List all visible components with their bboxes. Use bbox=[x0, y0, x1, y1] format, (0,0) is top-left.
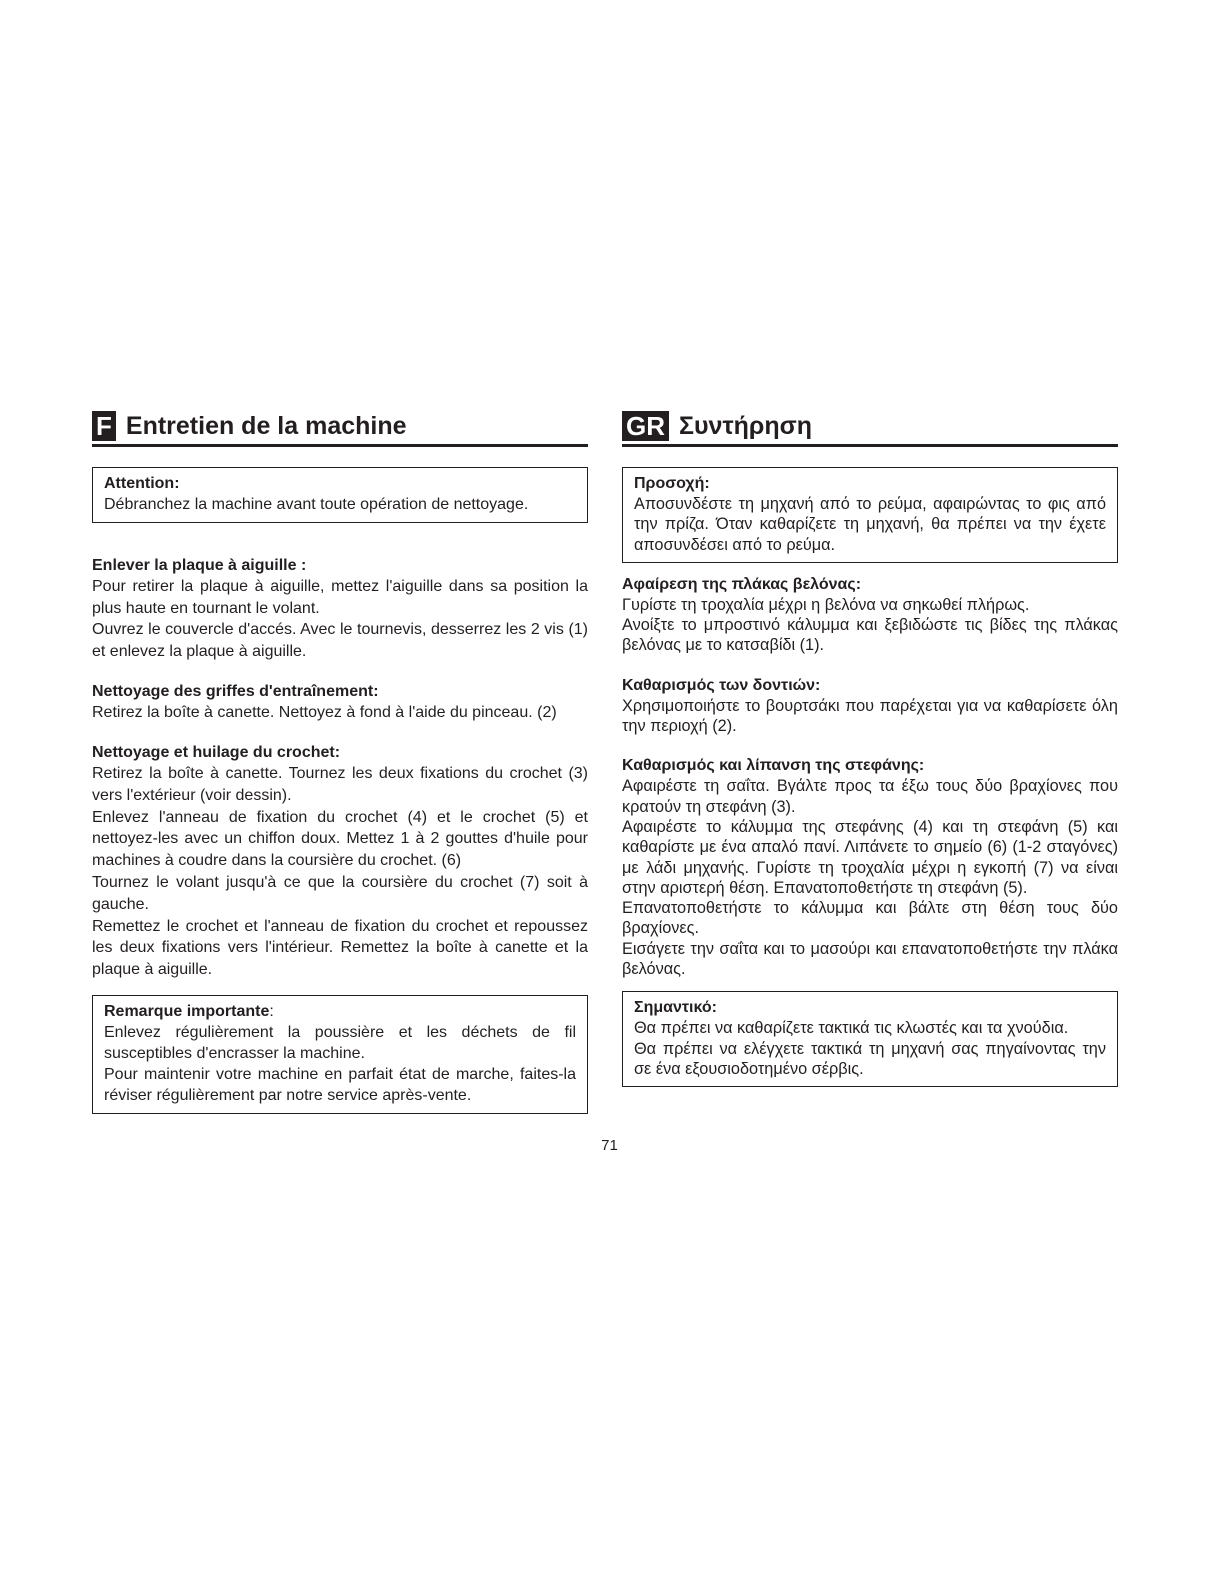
attention-box bbox=[92, 467, 588, 523]
section-title: Καθαρισμός των δοντιών: bbox=[622, 676, 821, 694]
paragraph: Retirez la boîte à canette. Tournez les deux fixations du crochet (3) vers l'extérieur (voir dessin). bbox=[92, 765, 588, 804]
page-number: 71 bbox=[601, 1137, 618, 1154]
paragraph: Ανοίξτε το μπροστινό κάλυμμα και ξεβιδώστε τις βίδες της πλάκας βελόνας με το κατσαβίδι (1). bbox=[622, 616, 1118, 655]
section-feed-dogs bbox=[92, 682, 588, 723]
language-badge-f: F bbox=[92, 411, 116, 441]
paragraph: Tournez le volant jusqu'à ce que la coursière du crochet (7) soit à gauche. bbox=[92, 873, 588, 913]
important-note-box bbox=[92, 995, 588, 1114]
paragraph: Γυρίστε τη τροχαλία μέχρι η βελόνα να σηκωθεί πλήρως. bbox=[622, 595, 1030, 614]
paragraph: Retirez la boîte à canette. Nettoyez à fond à l'aide du pinceau. (2) bbox=[92, 704, 557, 721]
important-note-box bbox=[622, 991, 1118, 1087]
greek-column bbox=[622, 408, 1118, 1087]
paragraph: Εισάγετε την σαΐτα και το μασούρι και επανατοποθετήστε την πλάκα βελόνας. bbox=[622, 939, 1118, 979]
attention-title: Προσοχή: bbox=[634, 475, 710, 492]
greek-heading bbox=[622, 408, 1118, 447]
section-title: Nettoyage des griffes d'entraînement: bbox=[92, 683, 379, 700]
french-column bbox=[92, 408, 588, 1114]
attention-title: Attention: bbox=[104, 475, 180, 492]
attention-box bbox=[622, 467, 1118, 563]
note-paragraph: Enlevez régulièrement la poussière et les déchets de fil susceptibles d'encrasser la machine. bbox=[104, 1023, 576, 1062]
section-feed-dogs bbox=[622, 676, 1118, 737]
paragraph: Επανατοποθετήστε το κάλυμμα και βάλτε στη θέση τους δύο βραχίονες. bbox=[622, 899, 1118, 938]
paragraph: Αφαιρέστε τη σαΐτα. Βγάλτε προς τα έξω τους δύο βραχίονες που κρατούν τη στεφάνη (3). bbox=[622, 777, 1118, 816]
note-paragraph: Θα πρέπει να καθαρίζετε τακτικά τις κλωστές και τα χνούδια. bbox=[634, 1019, 1069, 1038]
attention-text: Αποσυνδέστε τη μηχανή από το ρεύμα, αφαιρώντας το φις από την πρίζα. Όταν καθαρίζετε τη μηχανή, θα πρέπει να την έχετε αποσυνδέσει από το ρεύμα. bbox=[634, 495, 1106, 554]
section-title: Enlever la plaque à aiguille : bbox=[92, 557, 307, 574]
paragraph: Pour retirer la plaque à aiguille, mettez l'aiguille dans sa position la plus haute en tournant le volant. bbox=[92, 578, 588, 617]
section-remove-needle-plate bbox=[92, 556, 588, 662]
paragraph: Ouvrez le couvercle d'accés. Avec le tournevis, desserrez les 2 vis (1) et enlevez la plaque à aiguille. bbox=[92, 621, 588, 660]
note-title: Σημαντικό: bbox=[634, 999, 717, 1017]
note-paragraph: Θα πρέπει να ελέγχετε τακτικά τη μηχανή σας πηγαίνοντας την σε ένα εξουσιοδοτημένο σέρβις. bbox=[634, 1039, 1106, 1078]
section-title: Nettoyage et huilage du crochet: bbox=[92, 744, 341, 761]
section-heading-title: Entretien de la machine bbox=[125, 412, 407, 440]
section-hook-cleaning bbox=[622, 756, 1118, 979]
section-title: Καθαρισμός και λίπανση της στεφάνης: bbox=[622, 757, 925, 775]
note-title: Remarque importante: bbox=[104, 1002, 274, 1020]
section-remove-needle-plate bbox=[622, 575, 1118, 656]
section-title: Αφαίρεση της πλάκας βελόνας: bbox=[622, 575, 862, 593]
french-heading bbox=[92, 408, 588, 447]
paragraph: Enlevez l'anneau de fixation du crochet (4) et le crochet (5) et nettoyez-les avec un chiffon doux. Mettez 1 à 2 gouttes d'huile pour machines à coudre dans la coursière du crochet. (6) bbox=[92, 808, 588, 870]
paragraph: Αφαιρέστε το κάλυμμα της στεφάνης (4) και τη στεφάνη (5) και καθαρίστε με ένα απαλό πανί. Λιπάνετε το σημείο (6) (1-2 σταγόνες) με λάδι μηχανής. Γυρίστε τη τροχαλία μέχρι η εγκοπή (7) να είναι στην αριστερή θέση. Επανατοποθετήστε τη στεφάνη (5). bbox=[622, 817, 1118, 897]
section-heading-title: Συντήρηση bbox=[679, 412, 812, 440]
attention-text: Débranchez la machine avant toute opération de nettoyage. bbox=[104, 496, 529, 513]
paragraph: Χρησιμοποιήστε το βουρτσάκι που παρέχεται για να καθαρίσετε όλη την περιοχή (2). bbox=[622, 696, 1118, 736]
language-badge-gr: GR bbox=[622, 411, 669, 441]
paragraph: Remettez le crochet et l'anneau de fixation du crochet et repoussez les deux fixations vers l'intérieur. Remettez la boîte à canette et la plaque à aiguille. bbox=[92, 917, 588, 979]
section-hook-cleaning bbox=[92, 743, 588, 981]
note-paragraph: Pour maintenir votre machine en parfait état de marche, faites-la réviser régulièrement par notre service après-vente. bbox=[104, 1065, 576, 1104]
